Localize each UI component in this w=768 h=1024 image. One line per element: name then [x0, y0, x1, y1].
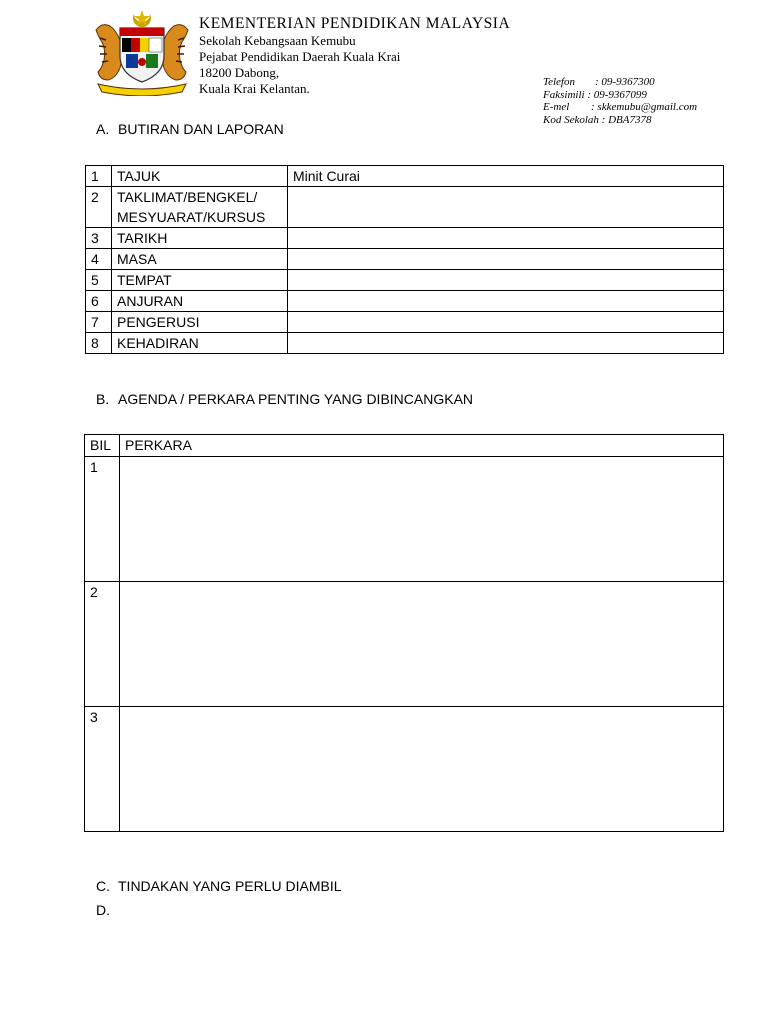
section-d-heading: D.	[96, 902, 110, 918]
row-label: TARIKH	[112, 228, 288, 249]
row-label: TAJUK	[112, 166, 288, 187]
agenda-row	[85, 457, 724, 582]
section-a-heading: A. BUTIRAN DAN LAPORAN	[96, 121, 284, 137]
row-value[interactable]	[288, 312, 724, 333]
row-number: 7	[86, 312, 112, 333]
details-row	[86, 291, 724, 312]
row-value[interactable]	[288, 228, 724, 249]
district-office: Pejabat Pendidikan Daerah Kuala Krai	[199, 49, 401, 64]
row-number: 4	[86, 249, 112, 270]
agenda-table	[84, 434, 724, 832]
row-value[interactable]	[288, 291, 724, 312]
agenda-bil: 3	[85, 707, 120, 832]
details-row	[86, 312, 724, 333]
details-row	[86, 187, 724, 228]
section-b-heading: B. AGENDA / PERKARA PENTING YANG DIBINCANGKAN	[96, 391, 474, 407]
agenda-row	[85, 582, 724, 707]
row-number: 5	[86, 270, 112, 291]
contact-email: E-mel : skkemubu@gmail.com	[543, 101, 698, 113]
agenda-row	[85, 707, 724, 832]
row-label: TAKLIMAT/BENGKEL/ MESYUARAT/KURSUS	[112, 187, 288, 228]
section-c-heading: C. TINDAKAN YANG PERLU DIAMBIL	[96, 878, 342, 894]
row-number: 8	[86, 333, 112, 354]
contact-telefon: Telefon : 09-9367300	[543, 76, 655, 88]
details-row	[86, 166, 724, 187]
details-row	[86, 333, 724, 354]
school-name: Sekolah Kebangsaan Kemubu	[199, 33, 356, 48]
bil-header: BIL	[85, 435, 120, 457]
row-number: 6	[86, 291, 112, 312]
row-value[interactable]	[288, 270, 724, 291]
row-label: ANJURAN	[112, 291, 288, 312]
coat-of-arms-icon	[90, 10, 194, 96]
details-row	[86, 270, 724, 291]
row-number: 2	[86, 187, 112, 228]
agenda-bil: 2	[85, 582, 120, 707]
contact-details	[543, 76, 697, 126]
row-value[interactable]: Minit Curai	[288, 166, 724, 187]
row-number: 3	[86, 228, 112, 249]
details-table	[85, 165, 724, 354]
agenda-bil: 1	[85, 457, 120, 582]
row-label: PENGERUSI	[112, 312, 288, 333]
row-label: KEHADIRAN	[112, 333, 288, 354]
details-row	[86, 249, 724, 270]
postcode-town: 18200 Dabong,	[199, 65, 280, 80]
perkara-header: PERKARA	[120, 435, 724, 457]
row-value[interactable]	[288, 333, 724, 354]
city-state: Kuala Krai Kelantan.	[199, 81, 310, 96]
contact-school-code: Kod Sekolah : DBA7378	[543, 113, 652, 126]
agenda-perkara[interactable]	[120, 582, 724, 707]
contact-faksimili: Faksimili : 09-9367099	[543, 88, 647, 101]
row-label: TEMPAT	[112, 270, 288, 291]
agenda-header-row	[85, 435, 724, 457]
agenda-perkara[interactable]	[120, 707, 724, 832]
row-number: 1	[86, 166, 112, 187]
agenda-perkara[interactable]	[120, 457, 724, 582]
row-value[interactable]	[288, 187, 724, 228]
row-value[interactable]	[288, 249, 724, 270]
row-label: MASA	[112, 249, 288, 270]
ministry-name: KEMENTERIAN PENDIDIKAN MALAYSIA	[199, 15, 511, 32]
details-row	[86, 228, 724, 249]
